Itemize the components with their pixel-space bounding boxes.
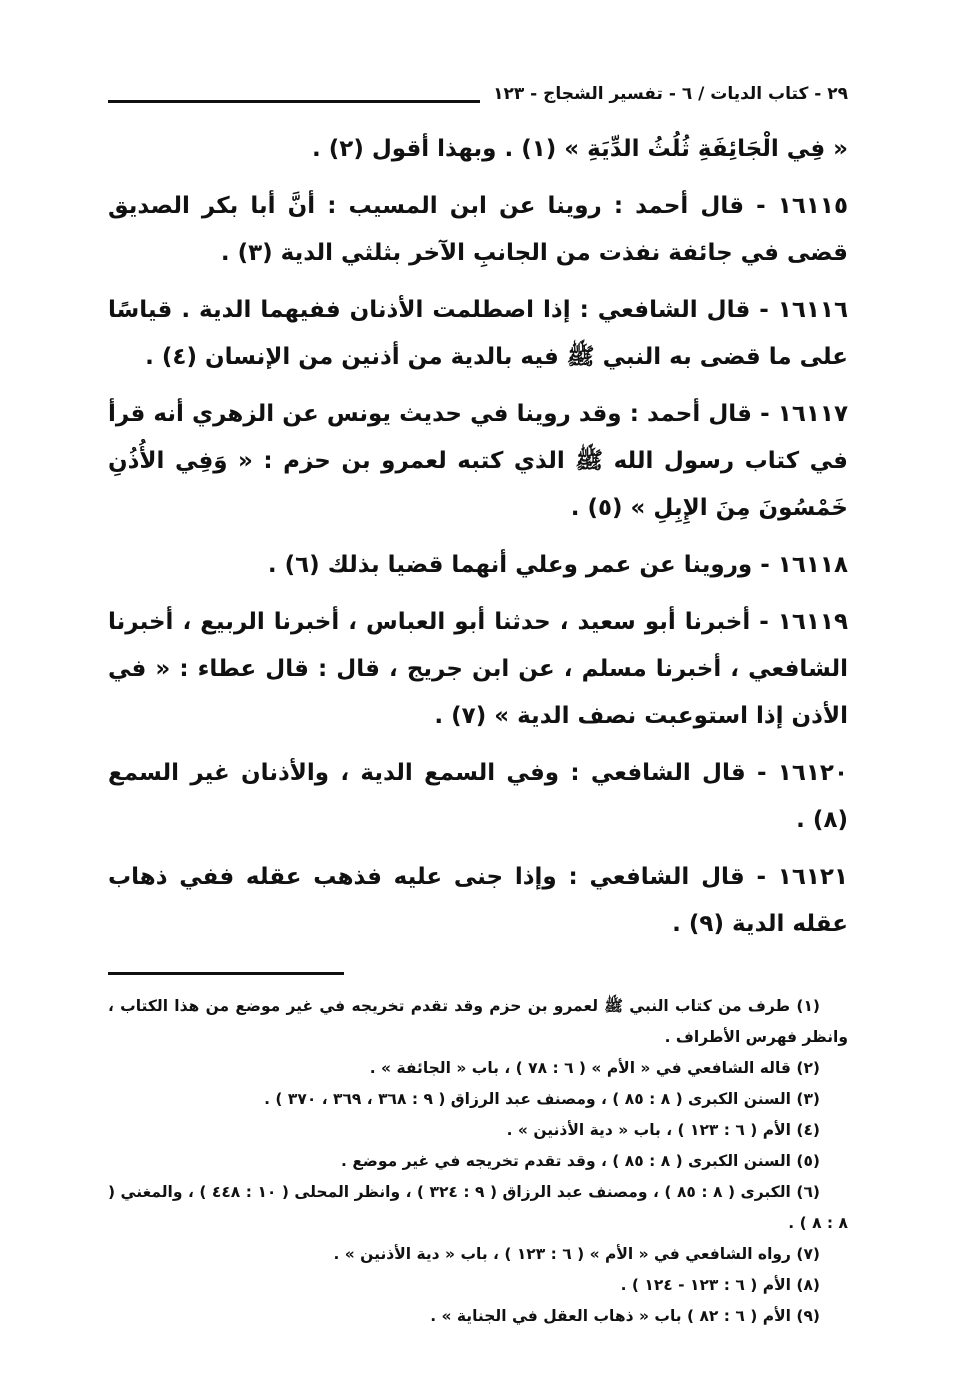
footnote: (٦) الكبرى ( ٨ : ٨٥ ) ، ومصنف عبد الرزاق ( ٩ : ٣٢٤ ) ، وانظر المحلى ( ١٠ : ٤٤٨ ) ، والمغني ( ٨ : ٨ ) . [108,1183,848,1232]
footnote: (٢) قاله الشافعي في « الأم » ( ٦ : ٧٨ ) ، باب « الجائفة » . [369,1059,820,1077]
footnote-rule [108,972,344,975]
paragraph: « فِي الْجَائِفَةِ ثُلُثُ الدِّيَةِ » (١) . وبهذا أقول (٢) . [312,136,848,162]
paragraph: ١٦١١٦ - قال الشافعي : إذا اصطلمت الأذنان ففيهما الدية . قياسًا على ما قضى به النبي ﷺ فيه بالدية من أذنين من الإنسان (٤) . [108,297,848,370]
page-header [108,80,848,120]
book-page [108,80,848,1332]
footnote: (١) طرف من كتاب النبي ﷺ لعمرو بن حزم وقد تقدم تخريجه في غير موضع من هذا الكتاب ، وانظر فهرس الأطراف . [108,997,848,1046]
footnote: (٩) الأم ( ٦ : ٨٢ ) باب « ذهاب العقل في الجناية » . [430,1307,820,1325]
paragraph: ١٦١١٨ - وروينا عن عمر وعلي أنهما قضيا بذلك (٦) . [267,552,848,578]
footnotes [108,991,848,1332]
paragraph: ١٦١٢٠ - قال الشافعي : وفي السمع الدية ، والأذنان غير السمع (٨) . [108,760,848,833]
footnote: (٣) السنن الكبرى ( ٨ : ٨٥ ) ، ومصنف عبد الرزاق ( ٩ : ٣٦٨ ، ٣٦٩ ، ٣٧٠ ) . [264,1090,820,1108]
paragraph: ١٦١٢١ - قال الشافعي : وإذا جنى عليه فذهب عقله ففي ذهاب عقله الدية (٩) . [108,864,848,937]
footnote: (٧) رواه الشافعي في « الأم » ( ٦ : ١٢٣ ) ، باب « دية الأذنين » . [333,1245,820,1263]
footnote: (٤) الأم ( ٦ : ١٢٣ ) ، باب « دية الأذنين » . [506,1121,820,1139]
paragraph: ١٦١١٩ - أخبرنا أبو سعيد ، حدثنا أبو العباس ، أخبرنا الربيع ، أخبرنا الشافعي ، أخبرنا مسلم ، عن ابن جريج ، قال : قال عطاء : « في الأذن إذا استوعبت نصف الدية » (٧) . [108,609,848,729]
footnote: (٥) السنن الكبرى ( ٨ : ٨٥ ) ، وقد تقدم تخريجه في غير موضع . [341,1152,820,1170]
body-text [108,126,848,948]
footnote: (٨) الأم ( ٦ : ١٢٣ - ١٢٤ ) . [620,1276,820,1294]
paragraph: ١٦١١٥ - قال أحمد : روينا عن ابن المسيب : أنَّ أبا بكر الصديق قضى في جائفة نفذت من الجانبِ الآخر بثلثي الدية (٣) . [108,193,848,266]
paragraph: ١٦١١٧ - قال أحمد : وقد روينا في حديث يونس عن الزهري أنه قرأ في كتاب رسول الله ﷺ الذي كتبه لعمرو بن حزم : « وَفِي الأُذُنِ خَمْسُونَ مِنَ الإِبِلِ » (٥) . [108,401,848,521]
header-rule [108,100,480,103]
running-head: ٢٩ - كتاب الديات / ٦ - تفسير الشجاج - ١٢٣ [493,84,848,104]
